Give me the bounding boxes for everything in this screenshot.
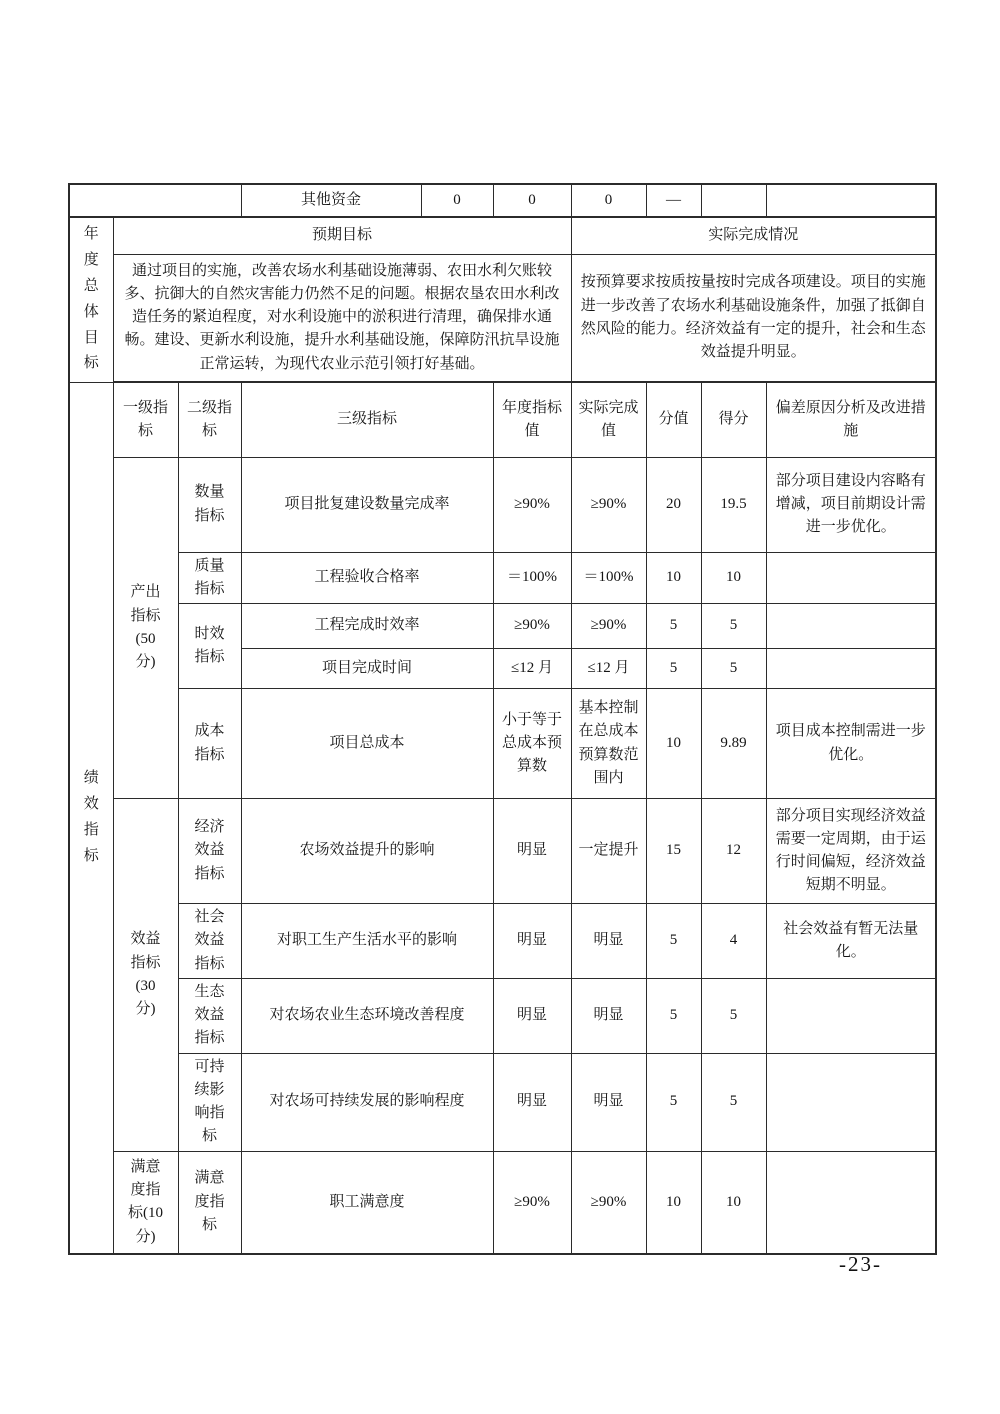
cell-deviation: 项目成本控制需进一步优化。: [766, 689, 936, 799]
cell-level3: 对农场农业生态环境改善程度: [241, 978, 493, 1053]
cell-score: 9.89: [701, 689, 766, 799]
annual-goal-row-label: 年度总体目标: [69, 217, 113, 382]
empty-cell: [766, 184, 936, 217]
cell-score: 5: [701, 1053, 766, 1151]
header-target: 年度指标值: [493, 382, 571, 457]
cell-actual: ＝100%: [571, 552, 646, 604]
table-row-economic-benefit: [69, 799, 936, 904]
table-row-quantity: [69, 457, 936, 552]
cell-level2: 生态效益指标: [178, 978, 241, 1053]
header-score-total: 分值: [646, 382, 701, 457]
cell-score-total: 15: [646, 799, 701, 904]
cell-deviation: [766, 1151, 936, 1254]
cell-actual: ≤12 月: [571, 649, 646, 689]
table-row-ecological-benefit: [69, 978, 936, 1053]
cell-actual: 明显: [571, 978, 646, 1053]
cell-actual: 一定提升: [571, 799, 646, 904]
table-row-cost: [69, 689, 936, 799]
cell-score-total: 10: [646, 1151, 701, 1254]
cell-level3: 职工满意度: [241, 1151, 493, 1254]
cell-level3: 工程完成时效率: [241, 604, 493, 649]
cell-target: ≤12 月: [493, 649, 571, 689]
cell-score-total: 5: [646, 604, 701, 649]
cell-target: 明显: [493, 904, 571, 979]
cell-level3: 项目批复建设数量完成率: [241, 457, 493, 552]
cell-level3: 农场效益提升的影响: [241, 799, 493, 904]
table-row-goal-headers: [69, 217, 936, 254]
expected-goal-header: 预期目标: [113, 217, 571, 254]
header-deviation: 偏差原因分析及改进措施: [766, 382, 936, 457]
group-benefit-label: 效益指标(30分): [113, 799, 178, 1152]
cell-level2: 时效指标: [178, 604, 241, 689]
cell-actual: 基本控制在总成本预算数范围内: [571, 689, 646, 799]
cell-deviation: [766, 604, 936, 649]
actual-completion-header: 实际完成情况: [571, 217, 936, 254]
cell-score-total: 10: [646, 552, 701, 604]
table-row-quality: [69, 552, 936, 604]
other-funds-value-2: 0: [493, 184, 571, 217]
cell-deviation: [766, 552, 936, 604]
table-row-indicator-headers: [69, 382, 936, 457]
cell-score: 10: [701, 1151, 766, 1254]
header-score: 得分: [701, 382, 766, 457]
empty-cell: [69, 184, 241, 217]
other-funds-value-3: 0: [571, 184, 646, 217]
table-row-sustainability: [69, 1053, 936, 1151]
cell-target: 明显: [493, 1053, 571, 1151]
cell-target: ＝100%: [493, 552, 571, 604]
other-funds-value-1: 0: [421, 184, 493, 217]
cell-score: 5: [701, 604, 766, 649]
cell-score: 12: [701, 799, 766, 904]
cell-target: 小于等于总成本预算数: [493, 689, 571, 799]
cell-level2: 质量指标: [178, 552, 241, 604]
cell-score: 5: [701, 978, 766, 1053]
header-level3: 三级指标: [241, 382, 493, 457]
cell-level2: 社会效益指标: [178, 904, 241, 979]
cell-level3: 工程验收合格率: [241, 552, 493, 604]
header-level1: 一级指标: [113, 382, 178, 457]
table-row-satisfaction: [69, 1151, 936, 1254]
other-funds-label: 其他资金: [241, 184, 421, 217]
table-row-timeliness-1: [69, 604, 936, 649]
empty-cell: [701, 184, 766, 217]
expected-goal-text: 通过项目的实施，改善农场水利基础设施薄弱、农田水利欠账较多、抗御大的自然灾害能力仍然不足的问题。根据农垦农田水利改造任务的紧迫程度，对水利设施中的淤积进行清理，确保排水通畅。建设、更新水利设施，提升水利基础设施，保障防汛抗旱设施正常运转，为现代农业示范引领打好基础。: [113, 254, 571, 382]
cell-level3: 对职工生产生活水平的影响: [241, 904, 493, 979]
table-row-social-benefit: [69, 904, 936, 979]
header-actual: 实际完成值: [571, 382, 646, 457]
cell-score: 10: [701, 552, 766, 604]
cell-score-total: 5: [646, 1053, 701, 1151]
cell-deviation: 部分项目实现经济效益需要一定周期，由于运行时间偏短，经济效益短期不明显。: [766, 799, 936, 904]
cell-target: ≥90%: [493, 604, 571, 649]
cell-deviation: [766, 649, 936, 689]
group-output-label: 产出指标(50分): [113, 457, 178, 799]
cell-score-total: 5: [646, 904, 701, 979]
cell-score-total: 10: [646, 689, 701, 799]
other-funds-value-4: —: [646, 184, 701, 217]
cell-score: 5: [701, 649, 766, 689]
cell-level2: 经济效益指标: [178, 799, 241, 904]
cell-score: 19.5: [701, 457, 766, 552]
cell-actual: ≥90%: [571, 1151, 646, 1254]
cell-level2: 可持续影响指标: [178, 1053, 241, 1151]
cell-target: 明显: [493, 978, 571, 1053]
cell-level2: 成本指标: [178, 689, 241, 799]
actual-completion-text: 按预算要求按质按量按时完成各项建设。项目的实施进一步改善了农场水利基础设施条件，加强了抵御自然风险的能力。经济效益有一定的提升，社会和生态效益提升明显。: [571, 254, 936, 382]
performance-indicators-row-label: 绩效指标: [69, 382, 113, 1254]
cell-target: 明显: [493, 799, 571, 904]
cell-score-total: 5: [646, 649, 701, 689]
cell-deviation: [766, 1053, 936, 1151]
cell-deviation: 社会效益有暂无法量化。: [766, 904, 936, 979]
cell-level2: 数量指标: [178, 457, 241, 552]
cell-deviation: 部分项目建设内容略有增减，项目前期设计需进一步优化。: [766, 457, 936, 552]
cell-level2: 满意度指标: [178, 1151, 241, 1254]
page-number: -23-: [839, 1252, 882, 1276]
table-row-other-funds: [69, 184, 936, 217]
group-satisfaction-label: 满意度指标(10分): [113, 1151, 178, 1254]
cell-deviation: [766, 978, 936, 1053]
cell-level3: 项目总成本: [241, 689, 493, 799]
cell-target: ≥90%: [493, 1151, 571, 1254]
cell-actual: 明显: [571, 904, 646, 979]
cell-score: 4: [701, 904, 766, 979]
table-row-goal-text: [69, 254, 936, 382]
performance-evaluation-table: [68, 183, 937, 1255]
header-level2: 二级指标: [178, 382, 241, 457]
cell-target: ≥90%: [493, 457, 571, 552]
cell-level3: 项目完成时间: [241, 649, 493, 689]
cell-actual: ≥90%: [571, 604, 646, 649]
cell-level3: 对农场可持续发展的影响程度: [241, 1053, 493, 1151]
cell-actual: 明显: [571, 1053, 646, 1151]
cell-score-total: 5: [646, 978, 701, 1053]
cell-actual: ≥90%: [571, 457, 646, 552]
cell-score-total: 20: [646, 457, 701, 552]
